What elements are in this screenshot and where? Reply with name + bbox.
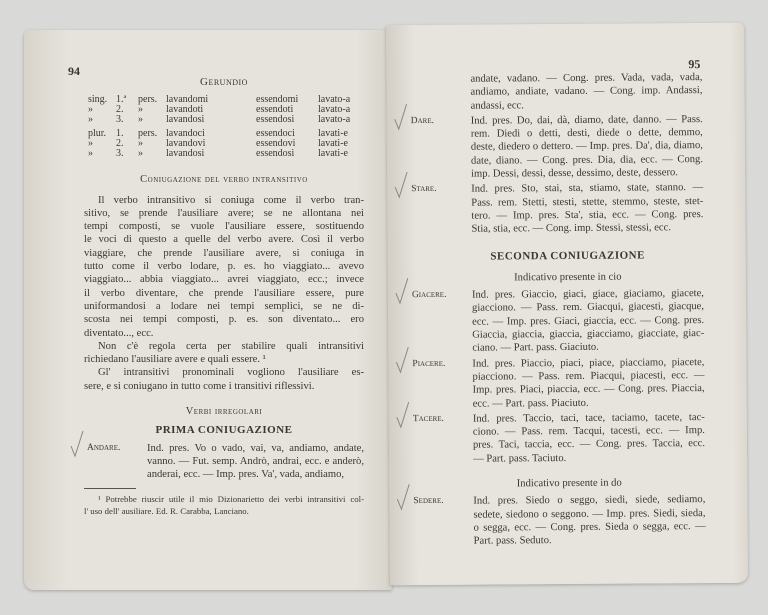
footnote-rule (84, 488, 136, 489)
verb-entry (410, 113, 704, 181)
text-line: giacciono. — Pass. rem. Giacqui, giacesti, giacque, (471, 301, 705, 315)
text-line: deste, diedero o dettero. — Imp. pres. Da', dia, diamo, (470, 140, 703, 154)
gerundio-cell: lavandomi (166, 94, 209, 106)
subheading-cio: Indicativo presente in cio (514, 271, 622, 284)
text-line: andate, vadano. — Cong. pres. Vada, vada, vada, (470, 72, 703, 85)
verb-entry (412, 411, 706, 466)
text-line: pres. Taci, taccia, ecc. — Cong. pres. Taccia, ecc. (472, 438, 706, 452)
text-line: l' uso dell' ausiliare. Ed. R. Carabba, Lanciano. (84, 506, 249, 517)
text-line: Ind. pres. Vo o vado, vai, va, andiamo, andate, (147, 442, 364, 454)
verb-label: Piacere. (412, 358, 446, 369)
verb-entry (412, 356, 705, 411)
gerundio-cell: » (88, 138, 93, 150)
text-line: tempi composti, se vuole l'ausiliare essere, sostituendo (84, 221, 364, 233)
text-line: o segga, ecc. — Cong. pres. Sieda o segga, ecc. — (473, 520, 706, 534)
verb-entry (87, 442, 364, 482)
gerundio-cell: plur. (88, 128, 107, 140)
pencil-check-icon (394, 277, 410, 305)
text-line: ecc. — Imp. pres. Giaci, giaccia, ecc. — Cong. pres. (472, 314, 705, 328)
text-line: Ind. pres. Piaccio, piaci, piace, piacciamo, piacete, (472, 356, 705, 370)
gerundio-cell: 3. (116, 114, 124, 126)
gerundio-cell: lavato-a (318, 104, 351, 116)
verb-label: Giacere. (411, 289, 447, 301)
text-line: imp. Dessi, dessi, desse, dessimo, deste, dessero. (471, 167, 678, 180)
text-line: richiedano l'ausiliare avere e quali essere. ¹ (84, 354, 266, 366)
text-line: Ind. pres. Taccio, taci, tace, taciamo, tacete, tac- (472, 411, 705, 425)
text-line: ciano. — Part. pass. Giaciuto. (472, 342, 599, 355)
gerundio-cell: essendosi (256, 148, 295, 160)
gerundio-cell: » (138, 148, 143, 160)
gerundio-cell: lavato-a (318, 114, 351, 126)
page-number: 94 (68, 64, 80, 78)
page-number: 95 (688, 57, 701, 72)
verb-entry (411, 287, 705, 355)
paragraph (84, 340, 364, 367)
text-line: il verbo diventare, che prende l'ausiliare essere, pure (84, 287, 364, 299)
text-line: anderai, ecc. — Imp. pres. Va', vada, andiamo, (147, 469, 345, 481)
gerundio-cell: lavandoci (166, 128, 205, 140)
right-page (386, 23, 748, 585)
text-line: Il verbo intransitivo si coniuga come il verbo tran- (98, 194, 364, 206)
gerundio-cell: lavati-e (318, 138, 348, 150)
pencil-check-icon (395, 483, 411, 511)
text-line: ¹ Potrebbe riuscir utile il mio Dizionarietto dei verbi intransitivi col- (98, 493, 364, 504)
text-line: vanno. — Fut. semp. Andrò, andrai, ecc. e anderò, (147, 455, 364, 467)
text-line: le voci di questo a quelle del verbo avere. Così il verbo (84, 234, 364, 246)
gerundio-cell: essendosi (256, 114, 295, 126)
gerundio-cell: sing. (88, 94, 108, 106)
footnote (84, 493, 364, 518)
text-line: viaggiare, che prende l'ausiliare avere, si coniuga in (84, 247, 364, 259)
verb-label: Sedere. (413, 496, 444, 507)
text-line: andiamo, andiate, vadano. — Cong. imp. Andassi, (470, 85, 703, 98)
gerundio-cell: » (138, 104, 143, 116)
gerundio-cell: pers. (138, 128, 158, 140)
gerundio-table (88, 95, 364, 159)
paragraph (84, 194, 364, 340)
gerundio-cell: 1. (116, 128, 124, 140)
text-line: sitivo, se prende l'ausiliare avere; se ne allontana nei (84, 207, 364, 219)
gerundio-cell: 2. (116, 104, 124, 116)
gerundio-cell: » (88, 148, 93, 160)
gerundio-cell: lavati-e (318, 128, 348, 140)
paragraph (84, 366, 364, 393)
gerundio-cell: lavandosi (166, 114, 205, 126)
text-line: Ind. pres. Giaccio, giaci, giace, giaciamo, giacete, (471, 288, 704, 301)
body-text (84, 194, 364, 393)
text-line: ciono. — Pass. rem. Tacqui, tacesti, ecc. — Imp. (472, 425, 705, 438)
gerundio-cell: 1.ª (116, 94, 127, 106)
prima-coniugazione-heading: PRIMA CONIUGAZIONE (155, 424, 293, 437)
left-page (24, 30, 392, 590)
text-line: Giaccia, giaccia, giaccia, giacciamo, giacciate, giac- (472, 328, 705, 341)
seconda-coniugazione-heading: SECONDA CONIUGAZIONE (490, 249, 645, 263)
gerundio-cell: 2. (116, 138, 124, 150)
text-line: Gl' intransitivi pronominali vogliono l'ausiliare es- (98, 367, 364, 379)
verb-label: Tacere. (412, 413, 444, 424)
gerundio-cell: lavato-a (318, 94, 351, 106)
subheading-do: Indicativo presente in do (516, 477, 622, 490)
text-line: Imp. pres. Piaci, piaccia, ecc. — Cong. pres. Piaccia, (472, 383, 705, 396)
pencil-check-icon (393, 103, 409, 131)
text-line: ecc. — Part. pass. Piaciuto. (472, 397, 589, 410)
text-line: tutto come il verbo lodare, p. es. ho viaggiato... avevo (84, 261, 364, 273)
text-line: Ind. pres. Siedo o seggo, siedi, siede, sediamo, (473, 494, 706, 507)
verb-label: Andare. (87, 442, 121, 453)
gerundio-cell: essendoti (256, 104, 294, 116)
verb-entry (413, 493, 706, 548)
text-line: Non c'è regola certa per stabilire quali intransitivi (98, 340, 364, 352)
text-line: piacciono. — Pass. rem. Piacqui, piacesti, ecc. — (472, 369, 705, 383)
gerundio-heading: Gerundio (200, 76, 248, 88)
gerundio-cell: 3. (116, 148, 124, 160)
gerundio-cell: lavandovi (166, 138, 206, 150)
text-line: rem. Diedi o detti, desti, diede o dette, demmo, (470, 127, 703, 140)
text-line: andassi, ecc. (470, 99, 524, 112)
intransitivo-heading: Coniugazione del verbo intransitivo (140, 174, 308, 186)
gerundio-cell: » (88, 114, 93, 126)
text-line: — Part. pass. Taciuto. (473, 452, 567, 465)
gerundio-cell: lavandosi (166, 148, 205, 160)
gerundio-cell: essendomi (256, 94, 299, 106)
text-line: Ind. pres. Sto, stai, sta, stiamo, state, stanno. — (471, 182, 704, 196)
irregolari-heading: Verbi irregolari (185, 406, 263, 418)
text-line: scosta nei tempi composti, p. es. son diventato... ero (84, 314, 364, 326)
pencil-check-icon (393, 171, 409, 199)
pencil-check-icon (395, 401, 411, 429)
gerundio-cell: pers. (138, 94, 158, 106)
gerundio-cell: » (138, 114, 143, 126)
gerundio-cell: » (138, 138, 143, 150)
gerundio-cell: lavati-e (318, 148, 348, 160)
text-line: sere, e si coniugano in tutto come i transitivi riflessivi. (84, 380, 315, 392)
verb-label: Stare. (411, 184, 437, 195)
gerundio-cell: » (88, 104, 93, 116)
pencil-check-icon (394, 346, 410, 374)
gerundio-cell: essendovi (256, 138, 296, 150)
text-line: uniformandosi a lodare nei tempi semplici, se ne di- (84, 300, 364, 312)
verb-entry (411, 181, 704, 236)
text-line: sedete, siedono o seggono. — Imp. pres. Siedi, sieda, (473, 507, 706, 521)
text-line: Ind. pres. Do, dai, dà, diamo, date, danno. — Pass. (470, 113, 703, 127)
text-line: Stia, stia, ecc. — Cong. imp. Stessi, stessi, ecc. (471, 222, 672, 235)
text-line: tero. — Imp. pres. Sta', stia, ecc. — Cong. pres. (471, 209, 704, 222)
verb-label: Dare. (410, 115, 435, 126)
pencil-check-icon (69, 430, 85, 458)
text-line: date, diano. — Cong. pres. Dia, dia, ecc. — Cong. (470, 153, 704, 167)
text-line: Part. pass. Seduto. (473, 535, 552, 547)
gerundio-cell: lavandoti (166, 104, 204, 116)
text-line: diventato..., ecc. (84, 327, 154, 339)
text-line: viaggiato... abbia viaggiato... avrei viaggiato, ecc.; invece (84, 274, 364, 286)
gerundio-cell: essendoci (256, 128, 295, 140)
text-line: Pass. rem. Stetti, stesti, stette, stemmo, steste, stet- (471, 195, 704, 209)
